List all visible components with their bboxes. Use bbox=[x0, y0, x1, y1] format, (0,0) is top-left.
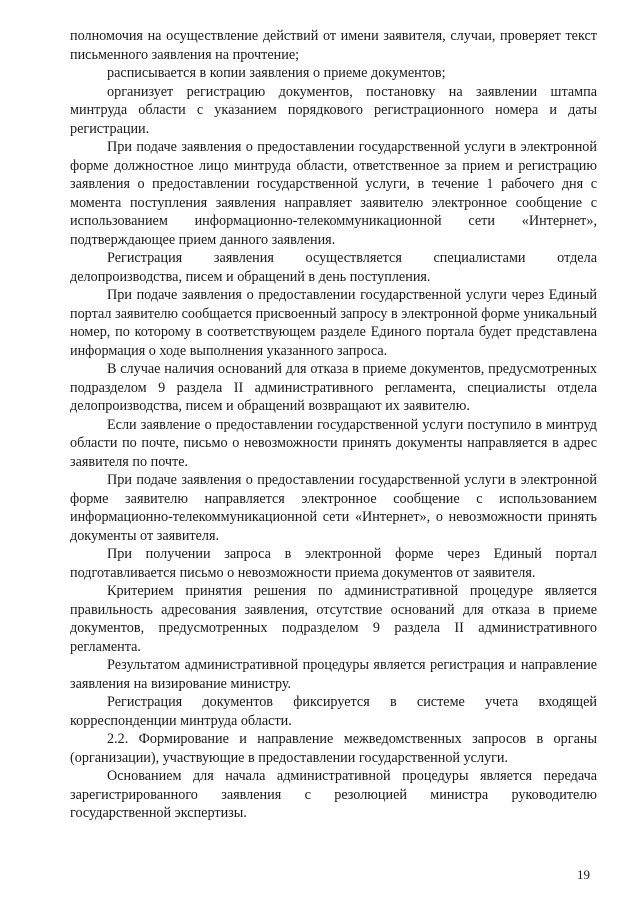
document-body bbox=[70, 27, 597, 823]
paragraph: Основанием для начала административной процедуры является передача зарегистрированного заявления с резолюцией министра руководителю государственной экспертизы. bbox=[70, 768, 597, 821]
paragraph: Регистрация заявления осуществляется специалистами отдела делопроизводства, писем и обращений в день поступления. bbox=[70, 250, 597, 285]
page-number: 19 bbox=[577, 867, 590, 882]
paragraph: полномочия на осуществление действий от имени заявителя, случаи, проверяет текст письменного заявления на прочтение; bbox=[70, 28, 597, 63]
paragraph: расписывается в копии заявления о приеме документов; bbox=[107, 65, 446, 81]
paragraph: В случае наличия оснований для отказа в приеме документов, предусмотренных подразделом 9 раздела II административного регламента, специалисты отдела делопроизводства, писем и обращений возвращают их заявителю. bbox=[70, 361, 597, 414]
paragraph: При подаче заявления о предоставлении государственной услуги в электронной форме заявителю направляется электронное сообщение с использованием информационно-телекоммуникационной сети «Интернет», о невозможности принять документы от заявителя. bbox=[70, 472, 597, 544]
paragraph: При подаче заявления о предоставлении государственной услуги через Единый портал заявителю сообщается присвоенный запросу в электронной форме уникальный номер, по которому в соответствующем разделе Единого портала будет представлена информация о ходе выполнения указанного запроса. bbox=[70, 287, 597, 359]
paragraph: Если заявление о предоставлении государственной услуги поступило в минтруд области по почте, письмо о невозможности принять документы направляется в адрес заявителя по почте. bbox=[70, 416, 597, 470]
paragraph: Результатом административной процедуры является регистрация и направление заявления на визирование министру. bbox=[70, 657, 597, 692]
paragraph: организует регистрацию документов, постановку на заявлении штампа минтруда области с указанием порядкового регистрационного номера и даты регистрации. bbox=[70, 83, 597, 137]
paragraph: При подаче заявления о предоставлении государственной услуги в электронной форме должностное лицо минтруда области, ответственное за прием и регистрацию заявления о предоставлении государственной услуги, в течение 1 рабочего дня с момента поступления заявления направляет заявителю электронное сообщение с использованием информационно-телекоммуникационной сети «Интернет», подтверждающее прием данного заявления. bbox=[70, 139, 597, 248]
paragraph: Регистрация документов фиксируется в системе учета входящей корреспонденции минтруда области. bbox=[70, 694, 597, 729]
section-heading: 2.2. Формирование и направление межведомственных запросов в органы (организации), участвующие в предоставлении государственной услуги. bbox=[70, 731, 597, 766]
paragraph: Критерием принятия решения по административной процедуре является правильность адресования заявления, отсутствие оснований для отказа в приеме документов, предусмотренных подразделом 9 раздела II административного регламента. bbox=[70, 583, 597, 655]
paragraph: При получении запроса в электронной форме через Единый портал подготавливается письмо о невозможности приема документов от заявителя. bbox=[70, 546, 597, 581]
